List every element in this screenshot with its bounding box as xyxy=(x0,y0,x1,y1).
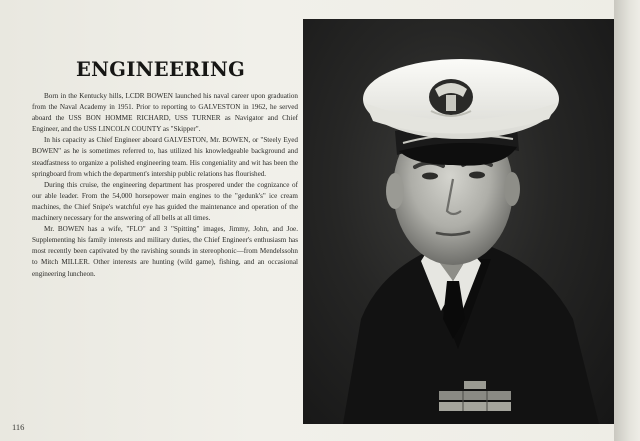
page-number: 116 xyxy=(12,422,25,432)
biography-paragraph-2: In his capacity as Chief Engineer aboard GALVESTON, Mr. BOWEN, or "Steely Eyed BOWEN" as he is sometimes referred to, has utilized his knowledgeable background and steadfastness to organize a polished engineering team. His congeniality and wit has been the springboard from which the department's intership public relations has flourished. xyxy=(32,136,298,178)
biography-text xyxy=(32,91,298,280)
page-heading: ENGINEERING xyxy=(76,58,246,81)
biography-paragraph-1: Born in the Kentucky hills, LCDR BOWEN launched his naval career upon graduation from the Naval Academy in 1951. Prior to reporting to GALVESTON in 1962, he served aboard the USS BON HOMME RICHARD, USS TURNER as Navigator and Chief Engineer, and the USS LINCOLN COUNTY as "Skipper". xyxy=(32,92,298,134)
biography-paragraph-4: Mr. BOWEN has a wife, "FLO" and 3 "Spitting" images, Jimmy, John, and Joe. Supplementing his family interests and military duties, the Chief Engineer's enthusiasm has most recently been captivated by the ravishing sounds in stereophonic—from Mendelssohn to Mitch MILLER. Other interests are hunting (wild game), fishing, and an occasional engineering luncheon. xyxy=(32,225,298,278)
officer-portrait-photo xyxy=(303,19,614,424)
page-edge-shadow xyxy=(614,0,640,441)
portrait-illustration xyxy=(303,19,614,424)
biography-paragraph-3: During this cruise, the engineering department has prospered under the cognizance of our able leader. From the 54,000 horsepower main engines to the "gedunk's" ice cream machines, the Chief Snipe's watchful eye has guided the maintenance and operation of the machinery necessary for the answering of all bells at all times. xyxy=(32,180,298,223)
